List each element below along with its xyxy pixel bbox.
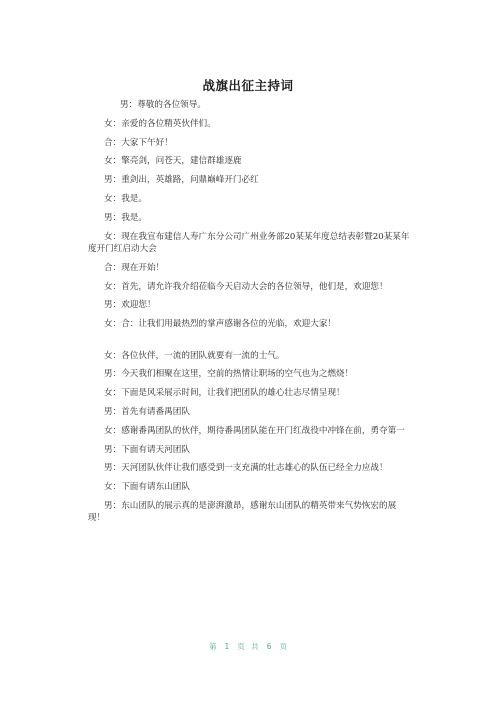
footer-page-number: 1 <box>224 642 230 651</box>
paragraph: 男：东山团队的展示真的是澎湃激昂，感谢东山团队的精英带来气势恢宏的展现！ <box>88 500 397 524</box>
paragraph: 女：首先，请允许我介绍莅临今天启动大会的各位领导，他们是，欢迎您！ <box>104 281 388 292</box>
paragraph: 男：天河团队伙伴让我们感受到一支充满的壮志雄心的队伍已经全力应战！ <box>104 463 388 474</box>
footer-total-pages: 6 <box>266 642 272 651</box>
page-footer <box>0 641 496 652</box>
footer-suffix: 页 <box>279 642 287 651</box>
paragraph: 女：感谢番禺团队的伙伴，期待番禺团队能在开门红战役中冲锋在前，勇夺第一 <box>104 425 405 436</box>
paragraph: 女：各位伙伴，一流的团队就要有一流的士气。 <box>104 350 285 361</box>
paragraph: 男：我是。 <box>104 212 147 223</box>
paragraph: 女：现在我宣布建信人寿广东分公司广州业务部20某某年度总结表彰暨20某某年度开门红启动大会 <box>88 231 410 255</box>
paragraph: 女：亲爱的各位精英伙伴们。 <box>104 118 216 129</box>
document-title: 战旗出征主持词 <box>202 78 294 93</box>
footer-middle: 页 共 <box>237 642 259 651</box>
paragraph: 男：首先有请番禺团队 <box>104 406 190 417</box>
paragraph: 女：下面有请东山团队 <box>104 482 190 493</box>
paragraph: 合：现在开始！ <box>104 262 165 273</box>
paragraph: 男：下面有请天河团队 <box>104 444 190 455</box>
paragraph-gap <box>88 337 410 350</box>
paragraph: 女：擎亮剑，问苍天，建信群雄逐鹿 <box>104 156 242 167</box>
document-body <box>88 99 410 531</box>
paragraph: 女：我是。 <box>104 193 147 204</box>
paragraph: 女：下面是风采展示时间，让我们把团队的雄心壮志尽情呈现！ <box>104 388 345 399</box>
paragraph: 男：欢迎您！ <box>104 300 156 311</box>
paragraph: 合：大家下午好！ <box>104 137 173 148</box>
paragraph: 男：尊敬的各位领导。 <box>120 100 206 110</box>
paragraph: 男：重剑出，英雄路，问鼎巅峰开门必红 <box>104 175 259 186</box>
footer-prefix: 第 <box>209 642 217 651</box>
paragraph: 男：今天我们相聚在这里，空前的热情让职场的空气也为之燃烧！ <box>104 369 354 380</box>
paragraph: 女：合：让我们用最热烈的掌声感谢各位的光临，欢迎大家！ <box>104 319 337 330</box>
